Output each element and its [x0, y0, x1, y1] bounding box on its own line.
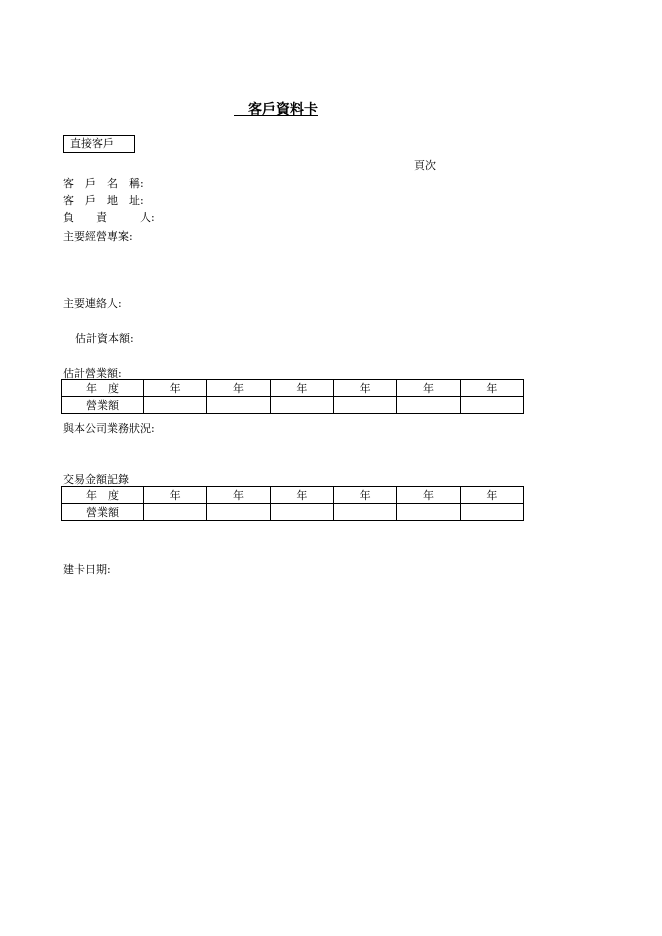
- table-cell[interactable]: [397, 504, 460, 521]
- table-cell[interactable]: [333, 504, 396, 521]
- table-header-cell: 年: [333, 380, 396, 397]
- estimated-capital-label: 估計資本額:: [75, 332, 134, 345]
- table-header-cell: 年: [207, 380, 270, 397]
- table-header-cell: 年: [460, 487, 523, 504]
- page-title: 客戶資料卡: [234, 102, 318, 118]
- table-cell[interactable]: [207, 397, 270, 414]
- table-header-cell: 年: [207, 487, 270, 504]
- table-cell[interactable]: [397, 397, 460, 414]
- trade-record-table: [61, 486, 524, 521]
- business-status-label: 與本公司業務狀況:: [63, 422, 155, 435]
- trade-record-label: 交易金額記錄: [63, 473, 129, 486]
- table-cell[interactable]: [144, 397, 207, 414]
- table-cell[interactable]: [460, 397, 523, 414]
- table-header-cell: 年: [270, 487, 333, 504]
- table-header-cell: 年: [144, 487, 207, 504]
- table-row: [62, 397, 524, 414]
- table-cell[interactable]: [270, 504, 333, 521]
- table-header-row: [62, 487, 524, 504]
- table-row-label: 營業額: [62, 504, 144, 521]
- page-number-label: 頁次: [414, 159, 436, 172]
- table-header-cell: 年 度: [62, 380, 144, 397]
- table-cell[interactable]: [144, 504, 207, 521]
- table-cell[interactable]: [333, 397, 396, 414]
- table-cell[interactable]: [460, 504, 523, 521]
- card-date-label: 建卡日期:: [63, 563, 111, 576]
- customer-type-label: 直接客戶: [63, 135, 135, 153]
- table-header-cell: 年: [333, 487, 396, 504]
- table-header-cell: 年: [397, 487, 460, 504]
- table-row-label: 營業額: [62, 397, 144, 414]
- customer-address-label: 客 戶 地 址:: [63, 194, 144, 207]
- main-business-label: 主要經營專案:: [63, 230, 133, 243]
- table-row: [62, 504, 524, 521]
- table-header-cell: 年: [397, 380, 460, 397]
- table-cell[interactable]: [207, 504, 270, 521]
- responsible-person-label: 負 責 人:: [63, 211, 155, 224]
- table-header-cell: 年: [270, 380, 333, 397]
- table-header-cell: 年: [460, 380, 523, 397]
- revenue-table: [61, 379, 524, 414]
- table-cell[interactable]: [270, 397, 333, 414]
- table-header-row: [62, 380, 524, 397]
- customer-name-label: 客 戶 名 稱:: [63, 177, 144, 190]
- estimated-revenue-label: 估計營業額:: [63, 367, 122, 380]
- main-contact-label: 主要連絡人:: [63, 297, 122, 310]
- table-header-cell: 年: [144, 380, 207, 397]
- table-header-cell: 年 度: [62, 487, 144, 504]
